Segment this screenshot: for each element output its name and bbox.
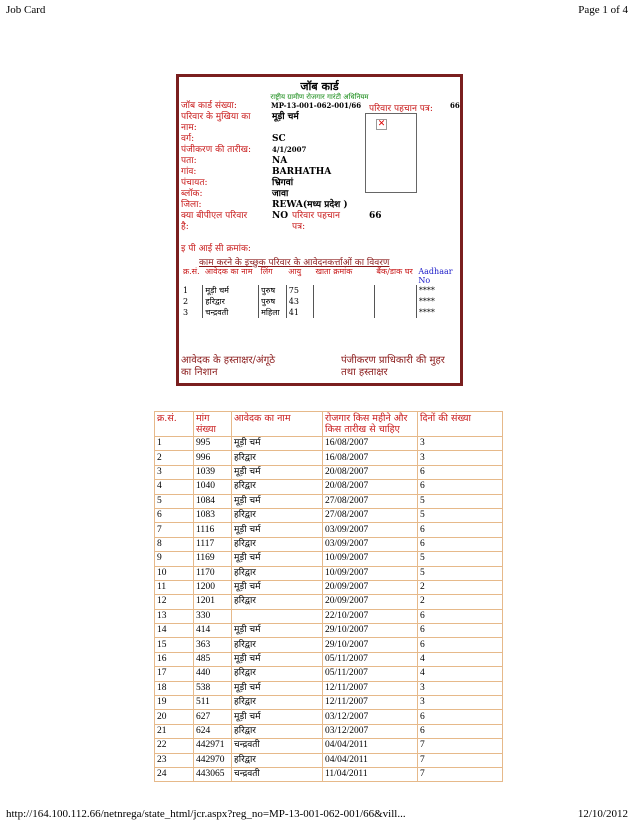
cell: 3 (418, 437, 503, 451)
cell: 1083 (194, 508, 232, 522)
cell: 16/08/2007 (323, 437, 418, 451)
cell: 9 (155, 552, 194, 566)
cell: चन्द्रवती (203, 307, 259, 318)
cell: 1169 (194, 552, 232, 566)
job-card-no: MP-13-001-062-001/66 (271, 101, 362, 110)
cell: मूड़ी चर्म (232, 523, 323, 537)
col-days: दिनों की संख्या (418, 412, 503, 437)
cell: 4 (418, 652, 503, 666)
col-gender: लिंग (260, 267, 273, 276)
cell: 1 (183, 286, 189, 295)
cell: 10/09/2007 (323, 552, 418, 566)
cell: हरिद्वार (203, 296, 259, 307)
address-label: पता: (181, 156, 197, 166)
category-value: SC (272, 134, 286, 144)
cell: 6 (418, 710, 503, 724)
applicants-table (181, 267, 460, 318)
category-label: वर्ग: (181, 134, 195, 144)
demand-row (155, 437, 503, 451)
demand-row (155, 580, 503, 594)
cell: 330 (194, 609, 232, 623)
demand-header-row (155, 412, 503, 437)
cell (232, 609, 323, 623)
cell: 414 (194, 624, 232, 638)
col-aadhaar: Aadhaar No (418, 267, 453, 285)
page-header-left: Job Card (6, 4, 46, 16)
cell: 20/09/2007 (323, 580, 418, 594)
cell: 23 (155, 753, 194, 767)
cell: 485 (194, 652, 232, 666)
cell: हरिद्वार (232, 508, 323, 522)
cell: 1116 (194, 523, 232, 537)
cell: 8 (155, 537, 194, 551)
district-label: जिला: (181, 200, 202, 210)
col-employment-from: रोजगार किस महीने और किस तारीख से चाहिए (323, 412, 418, 437)
cell: 20/09/2007 (323, 595, 418, 609)
cell: 21 (155, 724, 194, 738)
cell (374, 307, 416, 318)
cell: 7 (418, 767, 503, 781)
cell: 17 (155, 667, 194, 681)
applicant-row (181, 307, 460, 318)
cell: 3 (418, 681, 503, 695)
cell: 1040 (194, 480, 232, 494)
page-footer-date: 12/10/2012 (577, 808, 628, 820)
cell: 627 (194, 710, 232, 724)
cell: 995 (194, 437, 232, 451)
cell: 12 (155, 595, 194, 609)
reg-date: 4/1/2007 (272, 145, 307, 154)
cell: 442971 (194, 739, 232, 753)
cell: 5 (155, 494, 194, 508)
cell (374, 285, 416, 296)
cell (313, 285, 374, 296)
panchayat-label: पंचायत: (181, 178, 208, 188)
demand-row (155, 624, 503, 638)
cell: 442970 (194, 753, 232, 767)
cell: 2 (418, 580, 503, 594)
cell: चन्द्रवती (232, 767, 323, 781)
cell: 5 (418, 552, 503, 566)
cell: 04/04/2011 (323, 739, 418, 753)
applicant-signature-label (181, 355, 275, 379)
card-title: जॉब कार्ड (300, 80, 339, 93)
cell: 6 (155, 508, 194, 522)
family-id-label: परिवार पहचान पत्र: (369, 104, 433, 114)
demand-row (155, 667, 503, 681)
bpl-label: क्या बीपीएल परिवार (181, 211, 248, 221)
cell: हरिद्वार (232, 724, 323, 738)
cell: 996 (194, 451, 232, 465)
demand-row (155, 595, 503, 609)
demand-row (155, 638, 503, 652)
authority-seal-label (341, 355, 445, 379)
cell: मूड़ी चर्म (232, 437, 323, 451)
demand-row (155, 739, 503, 753)
sig-right-line2: तथा हस्ताक्षर (341, 367, 388, 378)
cell (374, 296, 416, 307)
cell: 511 (194, 696, 232, 710)
head-name: मूड़ी चर्म (272, 112, 299, 122)
cell: महिला (259, 307, 287, 318)
demand-row (155, 753, 503, 767)
cell: 6 (418, 523, 503, 537)
block-value: जावा (272, 189, 289, 199)
cell: 440 (194, 667, 232, 681)
job-card-no-label: जॉब कार्ड संख्या: (181, 101, 237, 111)
cell: 1200 (194, 580, 232, 594)
epic-label: इ पी आई सी क्रमांक: (181, 244, 251, 254)
cell: 03/09/2007 (323, 523, 418, 537)
family-card-label-2: पत्र: (292, 222, 306, 232)
cell: 2 (155, 451, 194, 465)
job-card (176, 74, 463, 386)
col-serial: क्र.सं. (183, 267, 200, 276)
cell: हरिद्वार (232, 667, 323, 681)
cell: 12/11/2007 (323, 681, 418, 695)
block-label: ब्लॉक: (181, 189, 203, 199)
col-bank: बैंक/डाक घर (376, 267, 413, 276)
cell: हरिद्वार (232, 451, 323, 465)
address-value: NA (272, 156, 288, 166)
cell: 14 (155, 624, 194, 638)
demand-row (155, 480, 503, 494)
cell: 27/08/2007 (323, 494, 418, 508)
col-applicant-name: आवेदक का नाम (232, 412, 323, 437)
cell: 1201 (194, 595, 232, 609)
cell: 1117 (194, 537, 232, 551)
head-label-2: नाम: (181, 123, 197, 133)
cell: मूड़ी चर्म (232, 494, 323, 508)
cell: 29/10/2007 (323, 638, 418, 652)
cell: 6 (418, 480, 503, 494)
bpl-value: NO (272, 211, 289, 221)
cell: मूड़ी चर्म (232, 681, 323, 695)
cell: हरिद्वार (232, 753, 323, 767)
cell: हरिद्वार (232, 696, 323, 710)
family-card-label: परिवार पहचान (292, 211, 340, 221)
cell: 20/08/2007 (323, 465, 418, 479)
cell: **** (416, 296, 460, 307)
cell: 538 (194, 681, 232, 695)
cell: 3 (418, 696, 503, 710)
cell: 29/10/2007 (323, 624, 418, 638)
demand-row (155, 494, 503, 508)
col-name: आवेदक का नाम (204, 267, 253, 276)
cell: 2 (183, 297, 189, 306)
cell: 19 (155, 696, 194, 710)
cell: 13 (155, 609, 194, 623)
demand-row (155, 552, 503, 566)
col-account: खाता क्रमांक (315, 267, 353, 276)
cell: 1 (155, 437, 194, 451)
cell: 3 (418, 451, 503, 465)
sig-right-line1: पंजीकरण प्राधिकारी की मुहर (341, 355, 445, 366)
cell: मूड़ी चर्म (232, 652, 323, 666)
cell: 7 (418, 739, 503, 753)
district-value: REWA(मध्य प्रदेश ) (272, 200, 348, 210)
cell: **** (416, 285, 460, 296)
cell: 10/09/2007 (323, 566, 418, 580)
demand-row (155, 523, 503, 537)
demand-row (155, 566, 503, 580)
cell: 16/08/2007 (323, 451, 418, 465)
demand-row (155, 710, 503, 724)
demand-row (155, 451, 503, 465)
demand-row (155, 537, 503, 551)
family-card-value: 66 (369, 211, 382, 221)
cell: हरिद्वार (232, 480, 323, 494)
cell: मूड़ी चर्म (232, 624, 323, 638)
family-id: 66 (450, 101, 460, 110)
cell: मूड़ी चर्म (203, 285, 259, 296)
cell: 3 (155, 465, 194, 479)
reg-date-label: पंजीकरण की तारीख: (181, 145, 252, 155)
cell: पुरुष (259, 296, 287, 307)
cell: हरिद्वार (232, 566, 323, 580)
cell: 05/11/2007 (323, 667, 418, 681)
demand-row (155, 724, 503, 738)
col-serial: क्र.सं. (155, 412, 194, 437)
cell: 6 (418, 465, 503, 479)
cell: 6 (418, 537, 503, 551)
village-value: BARHATHA (272, 167, 332, 177)
cell: 11/04/2011 (323, 767, 418, 781)
cell: मूड़ी चर्म (232, 710, 323, 724)
applicant-row (181, 285, 460, 296)
cell: **** (416, 307, 460, 318)
cell: 6 (418, 724, 503, 738)
cell: 20 (155, 710, 194, 724)
cell: 363 (194, 638, 232, 652)
cell (313, 307, 374, 318)
cell: 3 (183, 308, 189, 317)
cell: 03/12/2007 (323, 724, 418, 738)
bpl-label-2: है: (181, 222, 189, 232)
cell: 7 (418, 753, 503, 767)
cell: हरिद्वार (232, 638, 323, 652)
cell: 5 (418, 494, 503, 508)
demand-table-body (155, 437, 503, 782)
cell: 6 (418, 609, 503, 623)
cell: 16 (155, 652, 194, 666)
cell: 1084 (194, 494, 232, 508)
cell: 18 (155, 681, 194, 695)
cell: हरिद्वार (232, 595, 323, 609)
village-label: गांव: (181, 167, 197, 177)
demand-row (155, 508, 503, 522)
cell: मूड़ी चर्म (232, 552, 323, 566)
applicant-row (181, 296, 460, 307)
applicants-header-row (181, 267, 460, 285)
sig-left-line1: आवेदक के हस्ताक्षर/अंगूठे (181, 355, 276, 366)
col-age: आयु (288, 267, 302, 276)
cell: 43 (286, 296, 313, 307)
cell: 11 (155, 580, 194, 594)
panchayat-value: भ्रिगवां (272, 178, 294, 188)
demand-row (155, 767, 503, 781)
cell: 4 (155, 480, 194, 494)
cell: 443065 (194, 767, 232, 781)
cell (313, 296, 374, 307)
demand-row (155, 465, 503, 479)
cell: 24 (155, 767, 194, 781)
cell: 624 (194, 724, 232, 738)
cell: चन्द्रवती (232, 739, 323, 753)
cell: 41 (286, 307, 313, 318)
page-footer-url: http://164.100.112.66/netnrega/state_html/jcr.aspx?reg_no=MP-13-001-062-001/66&vill... (6, 808, 406, 820)
cell: 12/11/2007 (323, 696, 418, 710)
cell: हरिद्वार (232, 537, 323, 551)
cell: 1170 (194, 566, 232, 580)
cell: 15 (155, 638, 194, 652)
cell: 27/08/2007 (323, 508, 418, 522)
cell: 4 (418, 667, 503, 681)
cell: 10 (155, 566, 194, 580)
sig-left-line2: का निशान (181, 367, 218, 378)
cell: 5 (418, 566, 503, 580)
cell: 22/10/2007 (323, 609, 418, 623)
card-subtitle: राष्ट्रीय ग्रामीण रोजगार गारंटी अधिनियम (270, 93, 369, 101)
cell: 2 (418, 595, 503, 609)
cell: 05/11/2007 (323, 652, 418, 666)
cell: मूड़ी चर्म (232, 580, 323, 594)
broken-image-icon: ✕ (377, 119, 386, 129)
demand-row (155, 609, 503, 623)
col-demand-no: मांग संख्या (194, 412, 232, 437)
cell: 75 (286, 285, 313, 296)
cell: 7 (155, 523, 194, 537)
photo-box (365, 113, 417, 193)
demand-row (155, 652, 503, 666)
cell: 6 (418, 624, 503, 638)
demand-table (154, 411, 503, 782)
applicants-section-title: काम करने के इच्छुक परिवार के आवेदनकर्त्ताओं का विवरण (199, 258, 390, 268)
cell: पुरुष (259, 285, 287, 296)
demand-row (155, 681, 503, 695)
cell: मूड़ी चर्म (232, 465, 323, 479)
cell: 03/12/2007 (323, 710, 418, 724)
cell: 03/09/2007 (323, 537, 418, 551)
head-label: परिवार के मुखिया का (181, 112, 251, 122)
demand-row (155, 696, 503, 710)
cell: 1039 (194, 465, 232, 479)
cell: 5 (418, 508, 503, 522)
cell: 04/04/2011 (323, 753, 418, 767)
cell: 20/08/2007 (323, 480, 418, 494)
page-header-right: Page 1 of 4 (578, 4, 628, 16)
cell: 6 (418, 638, 503, 652)
cell: 22 (155, 739, 194, 753)
